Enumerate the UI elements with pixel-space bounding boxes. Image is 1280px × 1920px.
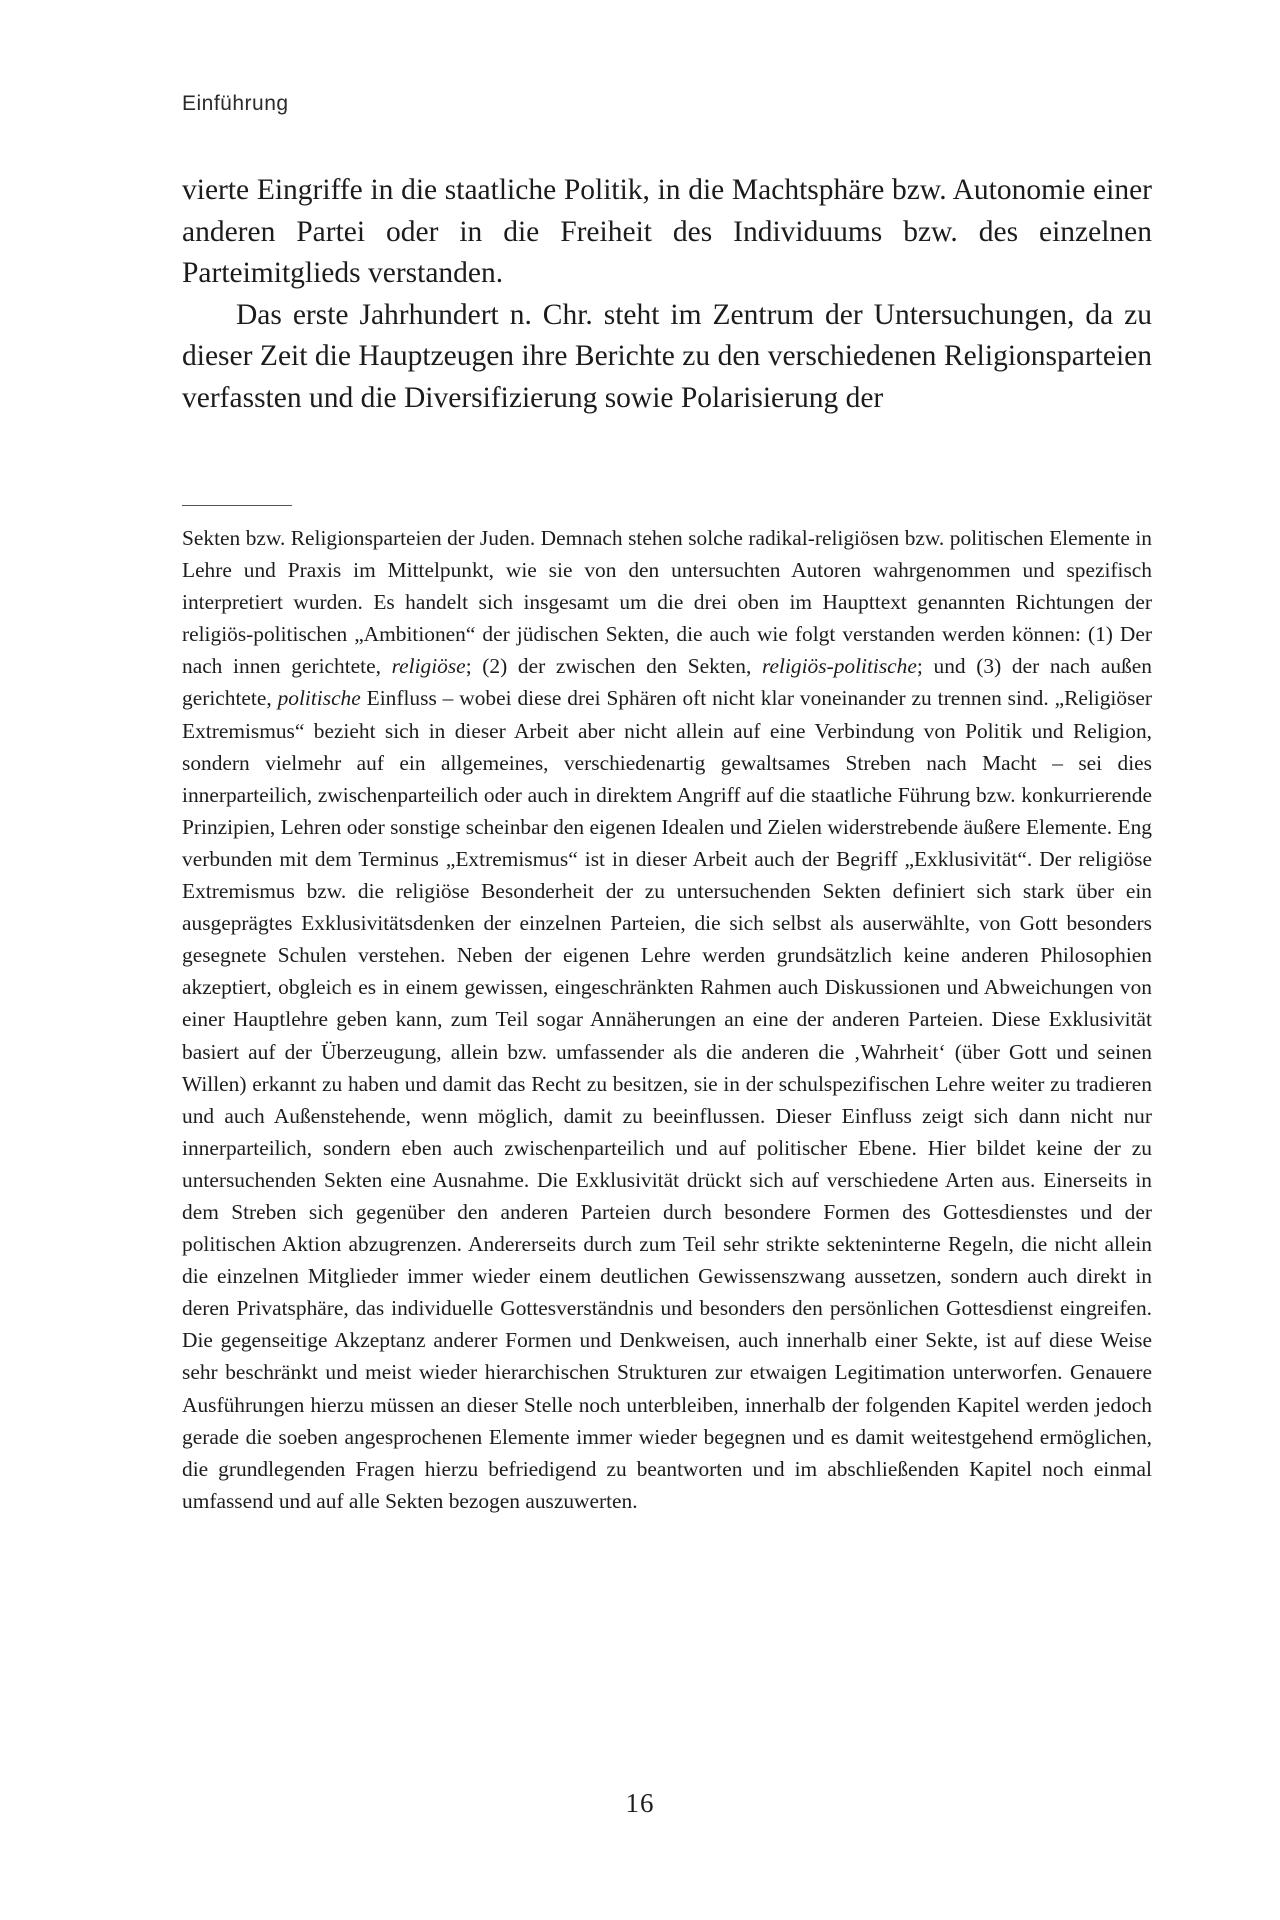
footnote-emphasis: politische [277, 686, 361, 711]
footnote-text: ; (2) der zwischen den Sekten, [465, 654, 762, 679]
footnote-divider [182, 505, 292, 506]
running-head: Einführung [182, 92, 289, 115]
footnote-emphasis: religiöse [391, 654, 466, 679]
footnote-text: ; und (3) der nach außen gerichtete, [182, 654, 1152, 711]
footnote-text: Einfluss – wobei diese drei Sphären oft nicht klar voneinander zu trennen sind. „Religiöser Extremismus“ bezieht sich in dieser Arbeit aber nicht allein auf eine Verbindung von Politik und Religion, sondern vielmehr auf ein allgemeines, verschiedenartig gewaltsames Streben nach Macht – sei dies innerparteilich, zwischenparteilich oder auch in direktem Angriff auf die staatliche Führung bzw. konkurrierende Prinzipien, Lehren oder sonstige scheinbar den eigenen Idealen und Zielen widerstrebende äußere Elemente. Eng verbunden mit dem Terminus „Extremismus“ ist in dieser Arbeit auch der Begriff „Exklusivität“. Der religiöse Extremismus bzw. die religiöse Besonderheit der zu untersuchenden Sekten definiert sich stark über ein ausgeprägtes Exklusivitätsdenken der einzelnen Parteien, die sich selbst als auserwählte, von Gott besonders gesegnete Schulen verstehen. Neben der eigenen Lehre werden grundsätzlich keine anderen Philosophien akzeptiert, obgleich es in einem gewissen, eingeschränkten Rahmen auch Diskussionen und Abweichungen von einer Hauptlehre geben kann, zum Teil sogar Annäherungen an eine der anderen Parteien. Diese Exklusivität basiert auf der Überzeugung, allein bzw. umfassender als die anderen die ‚Wahrheit‘ (über Gott und seinen Willen) erkannt zu haben und damit das Recht zu besitzen, sie in der schulspezifischen Lehre weiter zu tradieren und auch Außenstehende, wenn möglich, damit zu beeinflussen. Dieser Einfluss zeigt sich dann nicht nur innerparteilich, sondern eben auch zwischenparteilich und auf politischer Ebene. Hier bildet keine der zu untersuchenden Sekten eine Ausnahme. Die Exklusivität drückt sich auf verschiedene Arten aus. Einerseits in dem Streben sich gegenüber den anderen Parteien durch besondere Formen des Gottesdienstes und der politischen Aktion abzugrenzen. Andererseits durch zum Teil sehr strikte sekteninterne Regeln, die nicht allein die einzelnen Mitglieder immer wieder einem deutlichen Gewissenszwang aussetzen, sondern auch direkt in deren Privatsphäre, das individuelle Gottesverständnis und besonders den persönlichen Gottesdienst eingreifen. Die gegenseitige Akzeptanz anderer Formen und Denkweisen, auch innerhalb einer Sekte, ist auf diese Weise sehr beschränkt und meist wieder hierarchischen Strukturen zur etwaigen Legitimation unterworfen. Genauere Ausführungen hierzu müssen an dieser Stelle noch unterbleiben, innerhalb der folgenden Kapitel werden jedoch gerade die soeben angesprochenen Elemente immer wieder begegnen und es damit weitestgehend ermöglichen, die grundlegenden Fragen hierzu befriedigend zu beantworten und im abschließenden Kapitel noch einmal umfassend und auf alle Sekten bezogen auszuwerten. [182, 686, 1153, 1513]
body-paragraph: Das erste Jahrhundert n. Chr. steht im Zentrum der Untersuchungen, da zu dieser Zeit die Hauptzeugen ihre Berichte zu den verschiedenen Religionsparteien verfassten und die Diversifizierung sowie Polarisierung der [182, 298, 1152, 414]
footnote-emphasis: religiös-politische [762, 654, 917, 679]
body-paragraph: vierte Eingriffe in die staatliche Politik, in die Machtsphäre bzw. Autonomie einer anderen Partei oder in die Freiheit des Individuums bzw. des einzelnen Parteimitglieds verstanden. [182, 174, 1152, 289]
page-number: 16 [625, 1788, 655, 1818]
footnote [182, 522, 1152, 1517]
main-text [182, 170, 1152, 419]
footnote-text: Sekten bzw. Religionsparteien der Juden. Demnach stehen solche radikal-religiösen bzw. politischen Elemente in Lehre und Praxis im Mittelpunkt, wie sie von den untersuchten Autoren wahrgenommen und spezifisch interpretiert wurden. Es handelt sich insgesamt um die drei oben im Haupttext genannten Richtungen der religiös-politischen „Ambitionen“ der jüdischen Sekten, die auch wie folgt verstanden werden können: (1) Der nach innen gerichtete, [182, 526, 1152, 679]
